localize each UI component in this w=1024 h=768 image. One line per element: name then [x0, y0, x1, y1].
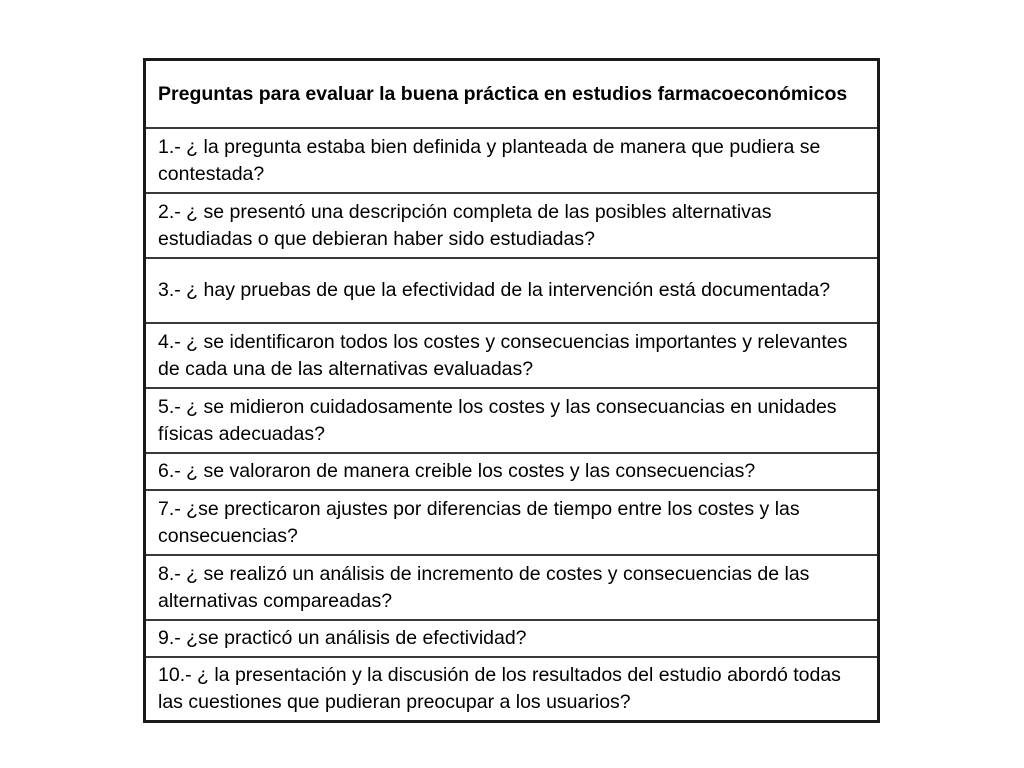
table-row	[146, 619, 877, 656]
question-4: 4.- ¿ se identificaron todos los costes y consecuencias importantes y relevantes de cada una de las alternativas evaluadas?	[158, 330, 848, 380]
question-1: 1.- ¿ la pregunta estaba bien definida y planteada de manera que pudiera se contestada?	[158, 135, 821, 185]
question-6: 6.- ¿ se valoraron de manera creible los costes y las consecuencias?	[158, 460, 756, 482]
question-7: 7.- ¿se precticaron ajustes por diferencias de tiempo entre los costes y las consecuencias?	[158, 497, 800, 547]
table-row	[146, 489, 877, 554]
table-row	[146, 387, 877, 452]
table-row	[146, 452, 877, 489]
table-row	[146, 127, 877, 192]
table-row	[146, 656, 877, 720]
table-header-row	[146, 61, 877, 127]
table-row	[146, 554, 877, 619]
question-10: 10.- ¿ la presentación y la discusión de los resultados del estudio abordó todas las cuestiones que pudieran preocupar a los usuarios?	[158, 664, 841, 713]
table-row	[146, 322, 877, 387]
table-row	[146, 192, 877, 257]
question-5: 5.- ¿ se midieron cuidadosamente los costes y las consecuancias en unidades físicas adecuadas?	[158, 395, 837, 445]
table-header-text: Preguntas para evaluar la buena práctica en estudios farmacoeconómicos	[158, 82, 848, 105]
questions-table	[143, 58, 880, 723]
table-row	[146, 257, 877, 322]
question-8: 8.- ¿ se realizó un análisis de incremento de costes y consecuencias de las alternativas compareadas?	[158, 562, 810, 612]
question-2: 2.- ¿ se presentó una descripción completa de las posibles alternativas estudiadas o que debieran haber sido estudiadas?	[158, 200, 772, 250]
question-3: 3.- ¿ hay pruebas de que la efectividad de la intervención está documentada?	[158, 279, 831, 301]
question-9: 9.- ¿se practicó un análisis de efectividad?	[158, 627, 527, 649]
